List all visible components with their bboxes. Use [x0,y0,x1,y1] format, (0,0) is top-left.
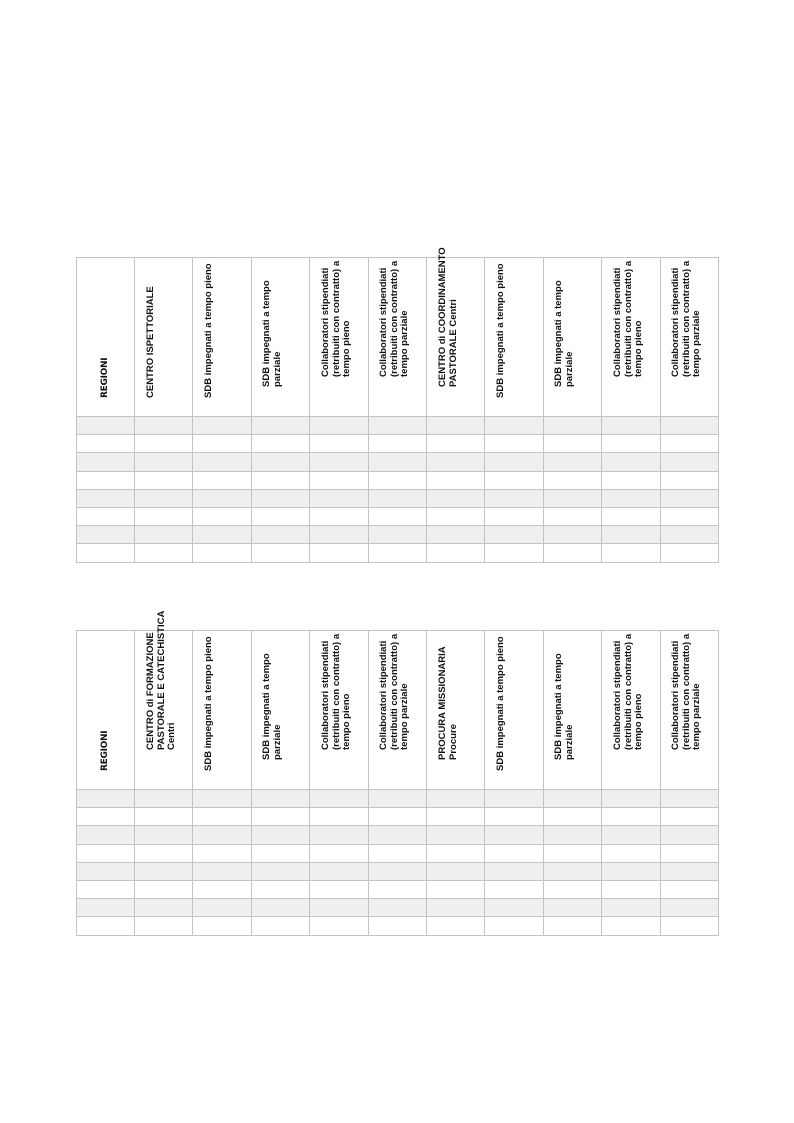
table-row [77,526,719,544]
value-cell[interactable] [426,826,484,844]
header-label: SDB impegnati a tempo parziale [261,280,283,387]
value-cell[interactable] [251,453,309,471]
value-cell[interactable] [485,899,543,917]
value-cell[interactable] [426,917,484,935]
table-row [77,435,719,453]
value-cell[interactable] [660,808,718,826]
value-cell[interactable] [426,808,484,826]
table-centro-ispettoriale [76,247,719,563]
value-cell[interactable] [193,808,251,826]
header-cell-collaboratori-pieno [310,631,368,790]
value-cell[interactable] [251,435,309,453]
value-cell[interactable] [310,790,368,808]
value-cell[interactable] [543,844,601,862]
table-row [77,826,719,844]
value-cell[interactable] [426,489,484,507]
value-cell[interactable] [368,544,426,562]
header-cell-sdb-parziale [543,631,601,790]
header-label: Collaboratori stipendiati (retribuiti con contratto) a tempo pieno [319,633,352,750]
table-row [77,880,719,898]
value-cell[interactable] [251,471,309,489]
value-cell[interactable] [251,844,309,862]
value-cell[interactable] [543,417,601,435]
value-cell[interactable] [251,790,309,808]
header-cell-collaboratori-parziale [660,631,718,790]
value-cell[interactable] [368,507,426,525]
value-cell[interactable] [485,790,543,808]
region-cell[interactable] [77,899,135,917]
value-cell[interactable] [193,453,251,471]
value-cell[interactable] [368,844,426,862]
value-cell[interactable] [368,453,426,471]
region-cell[interactable] [77,808,135,826]
value-cell[interactable] [660,453,718,471]
table-row [77,899,719,917]
value-cell[interactable] [135,453,193,471]
value-cell[interactable] [426,844,484,862]
value-cell[interactable] [193,526,251,544]
value-cell[interactable] [251,489,309,507]
value-cell[interactable] [135,526,193,544]
header-label: Collaboratori stipendiati (retribuiti con contratto) a tempo parziale [670,633,703,750]
header-cell-sdb-pieno [485,258,543,417]
value-cell[interactable] [135,471,193,489]
value-cell[interactable] [193,826,251,844]
value-cell[interactable] [660,471,718,489]
value-cell[interactable] [485,507,543,525]
value-cell[interactable] [660,899,718,917]
header-cell-sdb-parziale [543,258,601,417]
value-cell[interactable] [426,435,484,453]
value-cell[interactable] [310,826,368,844]
header-label: REGIONI [99,730,110,771]
header-cell-centro-ispettoriale [135,258,193,417]
value-cell[interactable] [543,790,601,808]
value-cell[interactable] [485,880,543,898]
value-cell[interactable] [543,435,601,453]
value-cell[interactable] [602,471,660,489]
value-cell[interactable] [310,471,368,489]
value-cell[interactable] [368,417,426,435]
value-cell[interactable] [602,899,660,917]
table-centro-formazione [76,610,719,936]
value-cell[interactable] [485,826,543,844]
value-cell[interactable] [193,471,251,489]
value-cell[interactable] [543,471,601,489]
value-cell[interactable] [193,899,251,917]
header-cell-procura-missionaria [426,631,484,790]
value-cell[interactable] [251,880,309,898]
table-row [77,507,719,525]
value-cell[interactable] [310,917,368,935]
header-label: SDB impegnati a tempo pieno [495,635,507,771]
value-cell[interactable] [310,844,368,862]
header-label: Collaboratori stipendiati (retribuiti con contratto) a tempo pieno [611,633,644,750]
value-cell[interactable] [660,790,718,808]
header-label: SDB impegnati a tempo parziale [261,653,283,760]
value-cell[interactable] [193,917,251,935]
value-cell[interactable] [485,453,543,471]
value-cell[interactable] [602,917,660,935]
header-cell-collaboratori-pieno [602,631,660,790]
header-label: CENTRO di COORDINAMENTO PASTORALE Centri [436,247,459,387]
value-cell[interactable] [426,471,484,489]
value-cell[interactable] [660,489,718,507]
value-cell[interactable] [310,507,368,525]
value-cell[interactable] [310,544,368,562]
value-cell[interactable] [193,844,251,862]
region-cell[interactable] [77,417,135,435]
value-cell[interactable] [660,435,718,453]
region-cell[interactable] [77,453,135,471]
value-cell[interactable] [602,544,660,562]
value-cell[interactable] [485,862,543,880]
table-row [77,417,719,435]
value-cell[interactable] [193,544,251,562]
value-cell[interactable] [660,880,718,898]
value-cell[interactable] [485,808,543,826]
header-cell-collaboratori-parziale [660,258,718,417]
value-cell[interactable] [602,808,660,826]
value-cell[interactable] [660,826,718,844]
value-cell[interactable] [251,862,309,880]
value-cell[interactable] [251,417,309,435]
value-cell[interactable] [251,917,309,935]
value-cell[interactable] [368,826,426,844]
value-cell[interactable] [660,917,718,935]
value-cell[interactable] [135,844,193,862]
region-cell[interactable] [77,544,135,562]
value-cell[interactable] [426,507,484,525]
value-cell[interactable] [135,862,193,880]
header-cell-sdb-parziale [251,631,309,790]
value-cell[interactable] [543,880,601,898]
region-cell[interactable] [77,826,135,844]
value-cell[interactable] [602,880,660,898]
value-cell[interactable] [602,435,660,453]
table-row [77,862,719,880]
value-cell[interactable] [193,507,251,525]
header-cell-regioni [77,631,135,790]
value-cell[interactable] [485,544,543,562]
value-cell[interactable] [543,544,601,562]
value-cell[interactable] [602,826,660,844]
header-label: Collaboratori stipendiati (retribuiti con contratto) a tempo parziale [378,633,411,750]
table-header-row [77,631,719,790]
region-cell[interactable] [77,489,135,507]
value-cell[interactable] [485,417,543,435]
table-row [77,471,719,489]
region-cell[interactable] [77,862,135,880]
value-cell[interactable] [310,880,368,898]
header-label: Collaboratori stipendiati (retribuiti con contratto) a tempo pieno [319,260,352,377]
value-cell[interactable] [426,899,484,917]
region-cell[interactable] [77,844,135,862]
header-cell-collaboratori-parziale [368,631,426,790]
header-cell-centro-formazione [135,610,193,790]
value-cell[interactable] [368,899,426,917]
value-cell[interactable] [310,453,368,471]
value-cell[interactable] [310,489,368,507]
value-cell[interactable] [660,507,718,525]
value-cell[interactable] [135,507,193,525]
value-cell[interactable] [543,489,601,507]
header-label: SDB impegnati a tempo pieno [495,262,507,398]
value-cell[interactable] [135,435,193,453]
value-cell[interactable] [193,417,251,435]
value-cell[interactable] [426,417,484,435]
region-cell[interactable] [77,917,135,935]
header-cell-centro-coordinamento [426,247,484,417]
value-cell[interactable] [602,453,660,471]
value-cell[interactable] [426,526,484,544]
header-cell-sdb-pieno [193,258,251,417]
header-label: Collaboratori stipendiati (retribuiti con contratto) a tempo parziale [670,260,703,377]
header-cell-regioni [77,258,135,417]
table-row [77,844,719,862]
value-cell[interactable] [135,790,193,808]
value-cell[interactable] [368,526,426,544]
value-cell[interactable] [251,826,309,844]
value-cell[interactable] [485,489,543,507]
table-row [77,808,719,826]
value-cell[interactable] [251,808,309,826]
value-cell[interactable] [310,417,368,435]
header-label: Collaboratori stipendiati (retribuiti con contratto) a tempo pieno [611,260,644,377]
value-cell[interactable] [193,880,251,898]
value-cell[interactable] [135,808,193,826]
header-label: SDB impegnati a tempo pieno [203,635,215,771]
value-cell[interactable] [485,435,543,453]
value-cell[interactable] [543,453,601,471]
value-cell[interactable] [135,826,193,844]
region-cell[interactable] [77,526,135,544]
value-cell[interactable] [543,826,601,844]
table-row [77,453,719,471]
value-cell[interactable] [660,844,718,862]
header-cell-collaboratori-pieno [602,258,660,417]
value-cell[interactable] [310,899,368,917]
value-cell[interactable] [602,417,660,435]
header-label: Collaboratori stipendiati (retribuiti con contratto) a tempo parziale [378,260,411,377]
region-cell[interactable] [77,507,135,525]
header-label: PROCURA MISSIONARIA Procure [436,646,459,760]
value-cell[interactable] [368,790,426,808]
value-cell[interactable] [251,544,309,562]
value-cell[interactable] [602,844,660,862]
value-cell[interactable] [251,507,309,525]
value-cell[interactable] [485,917,543,935]
value-cell[interactable] [135,544,193,562]
value-cell[interactable] [310,526,368,544]
value-cell[interactable] [602,507,660,525]
value-cell[interactable] [660,417,718,435]
table-row [77,790,719,808]
value-cell[interactable] [251,899,309,917]
value-cell[interactable] [602,790,660,808]
value-cell[interactable] [426,790,484,808]
value-cell[interactable] [135,489,193,507]
value-cell[interactable] [426,862,484,880]
value-cell[interactable] [543,526,601,544]
value-cell[interactable] [310,808,368,826]
value-cell[interactable] [543,917,601,935]
value-cell[interactable] [368,471,426,489]
value-cell[interactable] [543,808,601,826]
value-cell[interactable] [660,544,718,562]
table-body [77,417,719,563]
value-cell[interactable] [368,808,426,826]
header-cell-collaboratori-parziale [368,258,426,417]
value-cell[interactable] [543,507,601,525]
table-header-row [77,258,719,417]
value-cell[interactable] [135,880,193,898]
value-cell[interactable] [660,526,718,544]
value-cell[interactable] [251,526,309,544]
value-cell[interactable] [602,526,660,544]
value-cell[interactable] [368,435,426,453]
header-cell-sdb-pieno [485,631,543,790]
value-cell[interactable] [426,453,484,471]
value-cell[interactable] [543,899,601,917]
value-cell[interactable] [193,862,251,880]
value-cell[interactable] [310,435,368,453]
value-cell[interactable] [135,417,193,435]
header-label: CENTRO di FORMAZIONE PASTORALE E CATECHISTICA Centri [144,610,177,750]
table-row [77,917,719,935]
table-row [77,544,719,562]
value-cell[interactable] [135,917,193,935]
value-cell[interactable] [426,544,484,562]
header-label: CENTRO ISPETTORIALE [144,285,156,398]
value-cell[interactable] [193,435,251,453]
region-cell[interactable] [77,880,135,898]
region-cell[interactable] [77,435,135,453]
value-cell[interactable] [602,862,660,880]
value-cell[interactable] [368,917,426,935]
value-cell[interactable] [426,880,484,898]
value-cell[interactable] [193,790,251,808]
header-cell-sdb-pieno [193,631,251,790]
region-cell[interactable] [77,471,135,489]
header-label: SDB impegnati a tempo pieno [203,262,215,398]
value-cell[interactable] [193,489,251,507]
header-cell-collaboratori-pieno [310,258,368,417]
table-body [77,790,719,936]
header-label: SDB impegnati a tempo parziale [553,653,575,760]
region-cell[interactable] [77,790,135,808]
value-cell[interactable] [485,526,543,544]
value-cell[interactable] [368,862,426,880]
value-cell[interactable] [135,899,193,917]
value-cell[interactable] [660,862,718,880]
header-cell-sdb-parziale [251,258,309,417]
table-row [77,489,719,507]
value-cell[interactable] [485,844,543,862]
value-cell[interactable] [368,880,426,898]
header-label: REGIONI [99,357,110,398]
value-cell[interactable] [602,489,660,507]
value-cell[interactable] [485,471,543,489]
value-cell[interactable] [310,862,368,880]
header-label: SDB impegnati a tempo parziale [553,280,575,387]
value-cell[interactable] [368,489,426,507]
value-cell[interactable] [543,862,601,880]
